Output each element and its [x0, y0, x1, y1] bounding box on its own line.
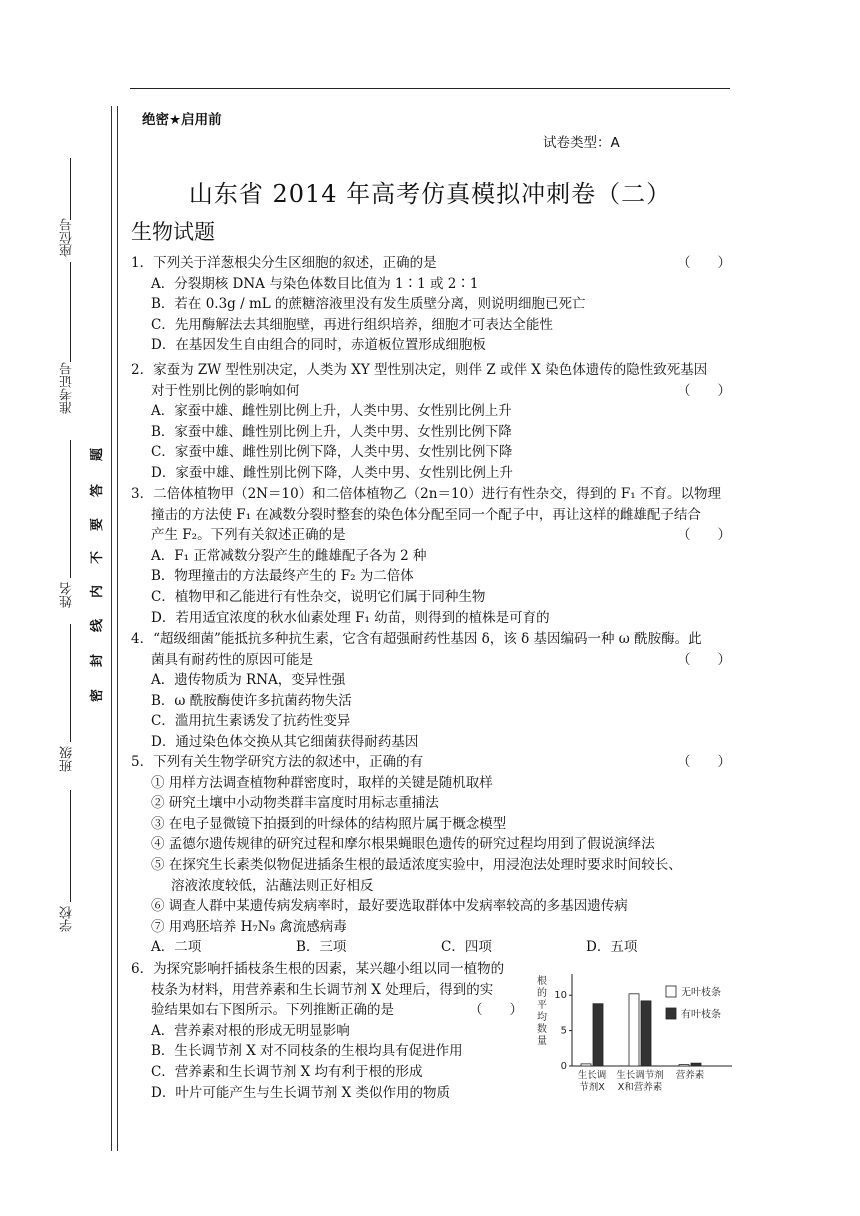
- seal-char: 题: [90, 447, 106, 462]
- question-stem: 5．下列有关生物学研究方法的叙述中，正确的有 （ ）: [131, 752, 731, 773]
- secret-label: 绝密★启用前: [142, 112, 222, 128]
- seal-char: 线: [90, 618, 106, 633]
- seal-char: 答: [90, 483, 106, 498]
- option-b: B．若在 0.3g / mL 的蔗糖溶液里没有发生质壁分离，则说明细胞已死亡: [151, 296, 586, 313]
- option-d: D．若用适宜浓度的秋水仙素处理 F₁ 幼苗，则得到的植株是可育的: [151, 609, 550, 626]
- question-stem-cont: 撞击的方法使 F₁ 在减数分裂时整套的染色体分配至同一个配子中，再让这样的雌雄配子结合: [151, 506, 701, 523]
- seal-char: 要: [90, 517, 106, 532]
- option-a: A．分裂期核 DNA 与染色体数目比值为 1∶1 或 2∶1: [151, 275, 479, 292]
- options-row: [131, 937, 731, 958]
- option-b: B．ω 酰胺酶使许多抗菌药物失活: [151, 692, 352, 709]
- answer-bracket: （ ）: [677, 651, 731, 668]
- bar-有叶枝条: [593, 1004, 603, 1066]
- question-stem: 6．为探究影响扦插枝条生根的因素，某兴趣小组以同一植物的: [131, 961, 505, 977]
- binding-line-outer: [111, 106, 112, 1151]
- question-stem-cont: 产生 F₂。下列有关叙述正确的是 （ ）: [131, 525, 731, 546]
- root-count-bar-chart: [532, 966, 742, 1101]
- legend-swatch: [666, 986, 676, 997]
- option-a: A．二项: [151, 939, 202, 956]
- seal-char: 封: [90, 653, 106, 668]
- question-4: [131, 629, 731, 753]
- category-label: 营养素: [675, 1070, 705, 1081]
- question-stem: 1．下列关于洋葱根尖分生区细胞的叙述，正确的是 （ ）: [131, 253, 731, 274]
- bar-无叶枝条: [679, 1065, 689, 1066]
- question-stem: 2．家蚕为 ZW 型性别决定，人类为 XY 型性别决定，则伴 Z 或伴 X 染色体遗传的隐性致死基因: [131, 362, 708, 378]
- y-axis-label-char: 量: [537, 1036, 547, 1047]
- subject-title: 生物试题: [131, 220, 215, 244]
- y-axis-label-char: 均: [537, 1012, 547, 1023]
- question-6: [131, 959, 523, 1103]
- answer-bracket: （ ）: [677, 527, 731, 544]
- question-stem-cont: 对于性别比例的影响如何 （ ）: [131, 381, 731, 402]
- page-title: 山东省 2014 年高考仿真模拟冲刺卷（二）: [188, 180, 672, 208]
- answer-bracket: （ ）: [677, 754, 731, 770]
- option-a: A．遗传物质为 RNA，变异性强: [151, 672, 346, 689]
- seal-char: 内: [90, 584, 106, 599]
- class-blank: [70, 624, 71, 742]
- option-c: C．家蚕中雄、雌性别比例下降，人类中男、女性别比例下降: [151, 444, 513, 461]
- statement-5-cont: 溶液浓度较低，沾蘸法则正好相反: [171, 877, 374, 894]
- question-stem: 4．“超级细菌”能抵抗多种抗生素，它含有超强耐药性基因 δ，该 δ 基因编码一种 ω 酰胺酶。此: [131, 631, 702, 647]
- category-label: 生长调: [577, 1070, 607, 1081]
- question-5: [131, 752, 731, 958]
- statement-6: ⑥ 调查人群中某遗传病发病率时，最好要选取群体中发病率较高的多基因遗传病: [151, 898, 628, 915]
- statement-7: ⑦ 用鸡胚培养 H₇N₉ 禽流感病毒: [151, 918, 347, 935]
- legend-label: 无叶枝条: [681, 987, 721, 999]
- option-d: D．叶片可能产生与生长调节剂 X 类似作用的物质: [151, 1084, 451, 1101]
- option-d: D．五项: [586, 939, 638, 956]
- option-c: C．滥用抗生素诱发了抗药性变异: [151, 713, 351, 730]
- statement-1: ① 用样方法调查植物种群密度时，取样的关键是随机取样: [151, 774, 493, 791]
- exam-no-blank: [70, 262, 71, 362]
- y-axis-label-char: 平: [537, 1000, 547, 1011]
- question-2: [131, 360, 731, 484]
- name-blank: [70, 440, 71, 578]
- statement-5: ⑤ 在探究生长素类似物促进插条生根的最适浓度实验中，用浸泡法处理时要求时间较长、: [151, 856, 682, 873]
- name-label: 姓名: [60, 582, 75, 608]
- statement-4: ④ 孟德尔遗传规律的研究过程和摩尔根果蝇眼色遗传的研究过程均用到了假说演绎法: [151, 836, 655, 853]
- category-label: 生长调节剂: [616, 1070, 664, 1081]
- class-label: 班级: [60, 746, 75, 772]
- bar-无叶枝条: [629, 994, 639, 1066]
- category-label: X和营养素: [617, 1082, 663, 1093]
- seat-label: 座位号: [60, 218, 75, 257]
- answer-bracket: （ ）: [677, 255, 731, 271]
- paper-type: 试卷类型：A: [543, 135, 620, 151]
- seal-char: 密: [90, 688, 106, 703]
- option-d: D．在基因发生自由组合的同时，赤道板位置形成细胞板: [151, 337, 486, 354]
- option-c: C．四项: [441, 939, 492, 956]
- question-stem-cont: 验结果如右下图所示。下列推断正确的是 （ ）: [131, 1000, 523, 1021]
- option-c: C．植物甲和乙能进行有性杂交，说明它们属于同种生物: [151, 588, 486, 605]
- bar-无叶枝条: [581, 1064, 591, 1066]
- question-1: [131, 253, 731, 356]
- answer-bracket: （ ）: [677, 382, 731, 399]
- option-c: C．营养素和生长调节剂 X 均有利于根的形成: [151, 1063, 423, 1080]
- top-rule: [130, 88, 730, 89]
- legend-swatch: [666, 1008, 676, 1019]
- school-label: 学校: [60, 906, 75, 932]
- statement-3: ③ 在电子显微镜下拍摄到的叶绿体的结构照片属于概念模型: [151, 815, 507, 832]
- school-blank: [70, 790, 71, 902]
- option-b: B．家蚕中雄、雌性别比例上升，人类中男、女性别比例下降: [151, 423, 512, 440]
- option-b: B．物理撞击的方法最终产生的 F₂ 为二倍体: [151, 568, 414, 585]
- option-c: C．先用酶解法去其细胞壁，再进行组织培养，细胞才可表达全能性: [151, 316, 553, 333]
- question-3: [131, 484, 731, 628]
- category-label: 节剂X: [579, 1082, 605, 1093]
- answer-bracket: （ ）: [469, 1002, 523, 1019]
- statement-2: ② 研究土壤中小动物类群丰富度时用标志重捕法: [151, 795, 439, 812]
- y-axis-label-char: 根: [537, 976, 547, 987]
- bar-有叶枝条: [691, 1063, 701, 1066]
- bar-有叶枝条: [641, 1001, 651, 1066]
- option-a: A．F₁ 正常减数分裂产生的雌雄配子各为 2 种: [151, 547, 427, 564]
- option-a: A．营养素对根的形成无明显影响: [151, 1022, 350, 1039]
- option-a: A．家蚕中雄、雌性别比例上升，人类中男、女性别比例上升: [151, 403, 512, 420]
- y-axis-label: [537, 974, 547, 1047]
- option-b: B．三项: [296, 939, 347, 956]
- y-tick-label: 0: [560, 1061, 567, 1072]
- y-tick-label: 10: [554, 990, 567, 1002]
- binding-line-inner: [117, 106, 118, 1151]
- exam-no-label: 准考证号: [60, 362, 75, 414]
- option-b: B．生长调节剂 X 对不同枝条的生根均具有促进作用: [151, 1043, 463, 1060]
- question-stem: 3．二倍体植物甲（2N＝10）和二倍体植物乙（2n＝10）进行有性杂交，得到的 F₁ 不育。以物理: [131, 486, 721, 502]
- option-d: D．家蚕中雄、雌性别比例下降，人类中男、女性别比例上升: [151, 464, 513, 481]
- question-stem-cont: 枝条为材料，用营养素和生长调节剂 X 处理后，得到的实: [151, 981, 494, 998]
- y-axis-label-char: 数: [537, 1024, 547, 1035]
- seal-char: 不: [90, 550, 106, 565]
- y-tick-label: 5: [560, 1025, 567, 1037]
- y-axis-label-char: 的: [537, 988, 547, 999]
- option-d: D．通过染色体交换从其它细菌获得耐药基因: [151, 733, 419, 750]
- legend-label: 有叶枝条: [681, 1009, 721, 1021]
- question-stem-cont: 菌具有耐药性的原因可能是 （ ）: [131, 650, 731, 671]
